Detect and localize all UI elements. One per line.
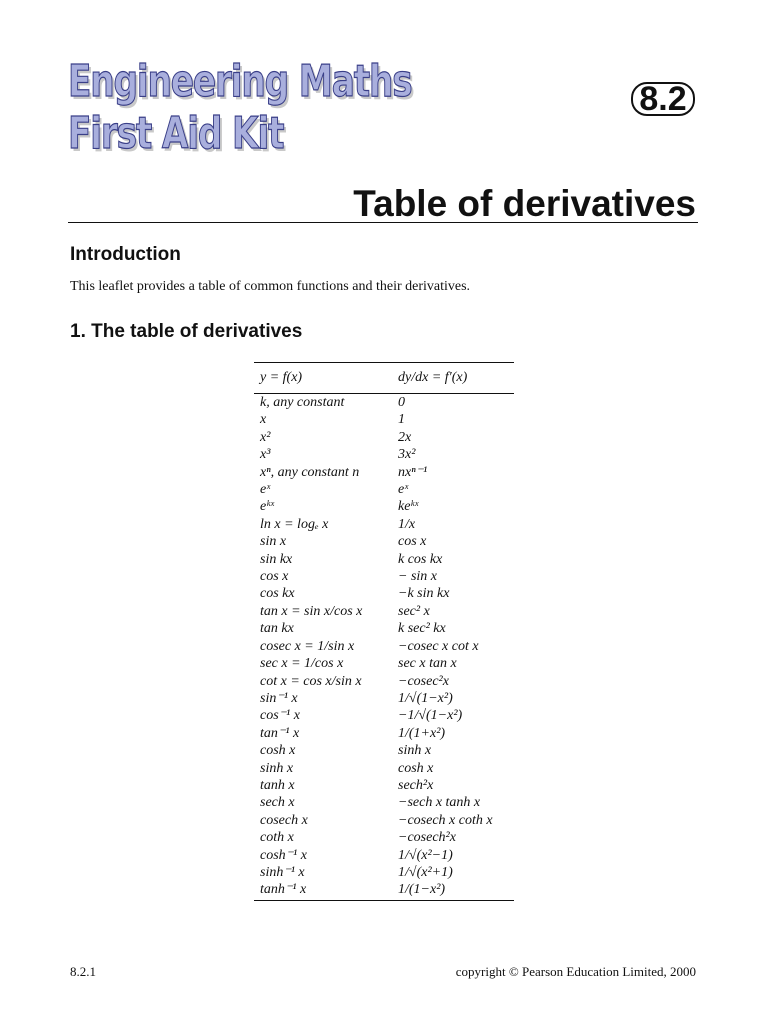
column-header-derivative: dy/dx = f′(x) bbox=[398, 370, 468, 386]
function-cell: cosh x bbox=[260, 743, 296, 759]
page-number: 8.2.1 bbox=[70, 964, 96, 979]
function-cell: tan x = sin x/cos x bbox=[260, 603, 363, 619]
brand-logo bbox=[68, 56, 412, 160]
leaflet-number-badge: 8.2 bbox=[631, 82, 695, 116]
derivatives-table bbox=[254, 362, 514, 901]
function-cell: sin x bbox=[260, 534, 287, 550]
function-cell: k, any constant bbox=[260, 395, 345, 410]
function-cell: sin kx bbox=[260, 551, 293, 567]
derivative-cell: 3x² bbox=[398, 447, 416, 463]
derivative-cell: sec x tan x bbox=[398, 656, 457, 672]
derivative-cell: k cos kx bbox=[398, 551, 443, 567]
derivative-cell: 0 bbox=[398, 395, 405, 410]
derivative-cell: eˣ bbox=[398, 482, 409, 498]
derivative-cell: nxⁿ⁻¹ bbox=[398, 464, 428, 480]
derivative-cell: sinh x bbox=[398, 743, 432, 759]
table-header bbox=[254, 363, 514, 394]
table-row bbox=[254, 394, 514, 411]
derivative-cell: sec² x bbox=[398, 603, 430, 619]
function-cell: eˣ bbox=[260, 482, 271, 498]
derivative-cell: k sec² kx bbox=[398, 621, 446, 637]
derivative-cell: −cosech x coth x bbox=[398, 812, 493, 828]
table-body bbox=[254, 394, 514, 900]
table-row bbox=[254, 690, 514, 707]
derivative-cell: sech²x bbox=[398, 777, 434, 793]
title-divider bbox=[68, 222, 698, 223]
derivative-cell: 1/√(x²+1) bbox=[398, 864, 453, 880]
function-cell: tanh⁻¹ x bbox=[260, 882, 307, 898]
function-cell: x² bbox=[260, 429, 271, 445]
table-row bbox=[254, 760, 514, 777]
function-cell: eᵏˣ bbox=[260, 499, 275, 515]
function-cell: cos kx bbox=[260, 586, 295, 602]
derivative-cell: 1/√(1−x²) bbox=[398, 690, 453, 706]
derivative-cell: cosh x bbox=[398, 760, 434, 776]
function-cell: cosec x = 1/sin x bbox=[260, 638, 355, 654]
function-cell: sec x = 1/cos x bbox=[260, 656, 344, 672]
brand-line-1: Engineering Maths bbox=[68, 56, 412, 107]
table-row bbox=[254, 725, 514, 742]
copyright-notice: copyright © Pearson Education Limited, 2000 bbox=[455, 964, 696, 979]
derivative-cell: keᵏˣ bbox=[398, 499, 419, 515]
table-row bbox=[254, 847, 514, 864]
table-row bbox=[254, 777, 514, 794]
table-row bbox=[254, 655, 514, 672]
function-cell: tan kx bbox=[260, 621, 294, 637]
page-title: Table of derivatives bbox=[353, 183, 696, 224]
table-row bbox=[254, 742, 514, 759]
derivative-cell: 1 bbox=[398, 412, 405, 428]
function-cell: cos⁻¹ x bbox=[260, 708, 300, 724]
function-cell: sin⁻¹ x bbox=[260, 690, 298, 706]
table-row bbox=[254, 516, 514, 533]
intro-heading: Introduction bbox=[70, 244, 181, 265]
table-row bbox=[254, 498, 514, 515]
intro-text: This leaflet provides a table of common functions and their derivatives. bbox=[70, 279, 471, 294]
table-row bbox=[254, 411, 514, 428]
derivative-cell: 1/(1+x²) bbox=[398, 725, 446, 741]
brand-line-2: First Aid Kit bbox=[68, 108, 284, 159]
table-row bbox=[254, 568, 514, 585]
table-row bbox=[254, 707, 514, 724]
function-cell: tanh x bbox=[260, 777, 295, 793]
table-row bbox=[254, 673, 514, 690]
derivative-cell: −sech x tanh x bbox=[398, 795, 481, 811]
table-row bbox=[254, 794, 514, 811]
function-cell: cosh⁻¹ x bbox=[260, 847, 307, 863]
function-cell: xⁿ, any constant n bbox=[260, 464, 360, 480]
function-cell: coth x bbox=[260, 830, 294, 846]
function-cell: x³ bbox=[260, 447, 271, 463]
table-row bbox=[254, 603, 514, 620]
derivative-cell: 2x bbox=[398, 429, 412, 445]
derivative-cell: 1/√(x²−1) bbox=[398, 847, 453, 863]
derivative-cell: 1/x bbox=[398, 516, 416, 532]
table-row bbox=[254, 881, 514, 898]
function-cell: cot x = cos x/sin x bbox=[260, 673, 362, 689]
derivative-cell: −k sin kx bbox=[398, 586, 450, 602]
derivative-cell: − sin x bbox=[398, 569, 437, 585]
table-row bbox=[254, 585, 514, 602]
function-cell: cos x bbox=[260, 569, 289, 585]
function-cell: tan⁻¹ x bbox=[260, 725, 300, 741]
derivative-cell: −cosec²x bbox=[398, 673, 449, 689]
table-row bbox=[254, 429, 514, 446]
function-cell: ln x = logₑ x bbox=[260, 516, 329, 532]
table-row bbox=[254, 620, 514, 637]
function-cell: sech x bbox=[260, 795, 295, 811]
derivative-cell: cos x bbox=[398, 534, 427, 550]
function-cell: x bbox=[260, 412, 267, 428]
table-row bbox=[254, 864, 514, 881]
table-row bbox=[254, 481, 514, 498]
table-row bbox=[254, 464, 514, 481]
table-row bbox=[254, 551, 514, 568]
table-row bbox=[254, 829, 514, 846]
table-row bbox=[254, 812, 514, 829]
table-row bbox=[254, 638, 514, 655]
function-cell: sinh x bbox=[260, 760, 294, 776]
derivative-cell: −1/√(1−x²) bbox=[398, 708, 463, 724]
derivative-cell: −cosec x cot x bbox=[398, 638, 479, 654]
column-header-function: y = f(x) bbox=[260, 370, 303, 386]
table-row bbox=[254, 446, 514, 463]
derivative-cell: 1/(1−x²) bbox=[398, 882, 446, 898]
section-heading: 1. The table of derivatives bbox=[70, 321, 303, 342]
table-row bbox=[254, 533, 514, 550]
function-cell: cosech x bbox=[260, 812, 308, 828]
function-cell: sinh⁻¹ x bbox=[260, 864, 305, 880]
derivative-cell: −cosech²x bbox=[398, 830, 456, 846]
